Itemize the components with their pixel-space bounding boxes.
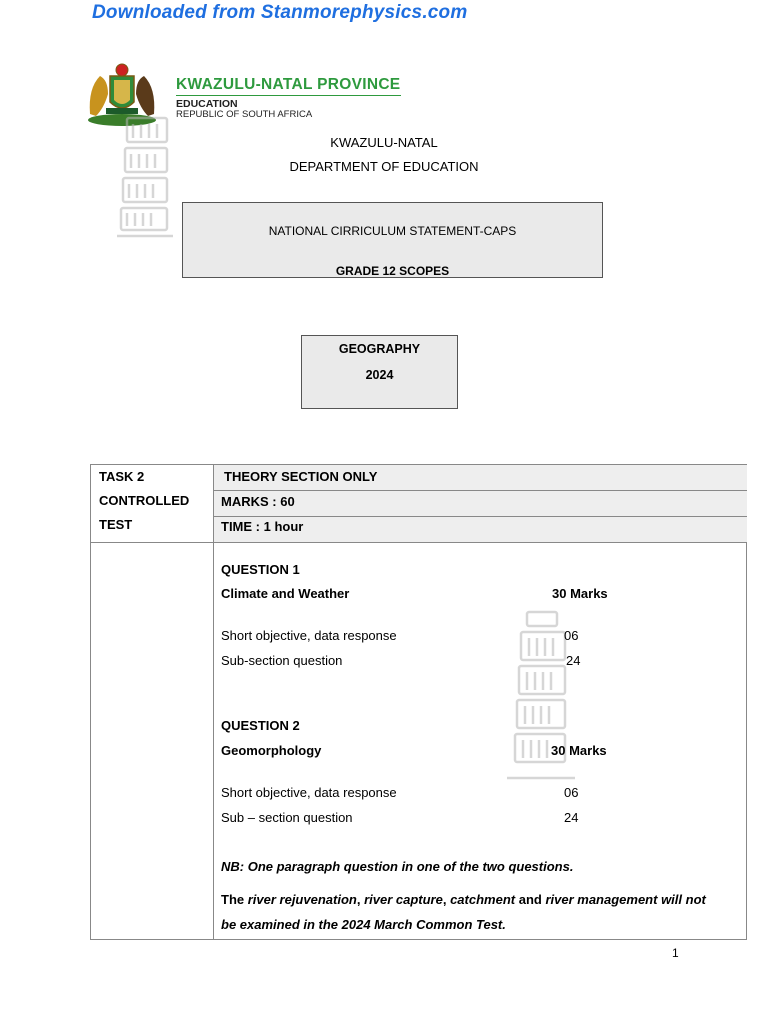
section-label: THEORY SECTION ONLY [224, 469, 378, 484]
task-type-label: CONTROLLED [99, 493, 190, 508]
question-2-marks: 30 Marks [551, 743, 607, 758]
caps-statement: NATIONAL CIRRICULUM STATEMENT-CAPS [268, 224, 517, 238]
column-divider [213, 465, 214, 939]
grade-scopes: GRADE 12 SCOPES [335, 264, 450, 278]
marks-label: MARKS : 60 [221, 494, 295, 509]
question-1-marks: 30 Marks [552, 586, 608, 601]
question-1-item-value: 06 [564, 628, 579, 643]
question-2-item-label: Short objective, data response [221, 785, 397, 800]
caps-title-box [182, 202, 603, 278]
task-test-label: TEST [99, 517, 133, 532]
task-table [90, 464, 747, 940]
subject-name: GEOGRAPHY [338, 342, 421, 356]
department-label: EDUCATION [176, 98, 238, 110]
tower-watermark-icon [115, 112, 183, 244]
task-label: TASK 2 [99, 469, 145, 484]
time-label: TIME : 1 hour [221, 519, 304, 534]
subject-box [301, 335, 458, 409]
question-1-topic: Climate and Weather [221, 586, 350, 601]
question-2-item-value: 06 [564, 785, 579, 800]
question-2-title: QUESTION 2 [221, 718, 300, 733]
subject-year: 2024 [365, 368, 394, 382]
page-number: 1 [672, 946, 679, 960]
note-text: The [221, 892, 248, 907]
question-2-item-label: Sub – section question [221, 810, 353, 825]
note-text: and [515, 892, 546, 907]
note-topic: river management [545, 892, 658, 907]
question-2-topic: Geomorphology [221, 743, 322, 758]
note-text: will not [657, 892, 706, 907]
exclusion-note-line-2: be examined in the 2024 March Common Test. [221, 917, 506, 932]
note-topic: river capture [364, 892, 443, 907]
country-label: REPUBLIC OF SOUTH AFRICA [176, 109, 313, 120]
note-topic: river rejuvenation [247, 892, 357, 907]
download-watermark: Downloaded from Stanmorephysics.com [92, 2, 468, 23]
header-province: KWAZULU-NATAL [330, 135, 438, 150]
note-topic: catchment [450, 892, 516, 907]
question-1-item-value: 24 [566, 653, 581, 668]
exclusion-note-line-1 [221, 892, 706, 907]
question-2-item-value: 24 [564, 810, 579, 825]
row-divider [214, 516, 747, 517]
header-department: DEPARTMENT OF EDUCATION [289, 159, 479, 174]
note-text: , [442, 892, 451, 907]
logo-divider [176, 95, 401, 96]
row-divider [214, 490, 747, 491]
row-divider [91, 542, 747, 543]
question-1-title: QUESTION 1 [221, 562, 300, 577]
nb-note: NB: One paragraph question in one of the two questions. [221, 859, 574, 874]
province-name: KWAZULU-NATAL PROVINCE [176, 76, 401, 93]
question-1-item-label: Short objective, data response [221, 628, 397, 643]
note-text: , [356, 892, 365, 907]
question-1-item-label: Sub-section question [221, 653, 343, 668]
